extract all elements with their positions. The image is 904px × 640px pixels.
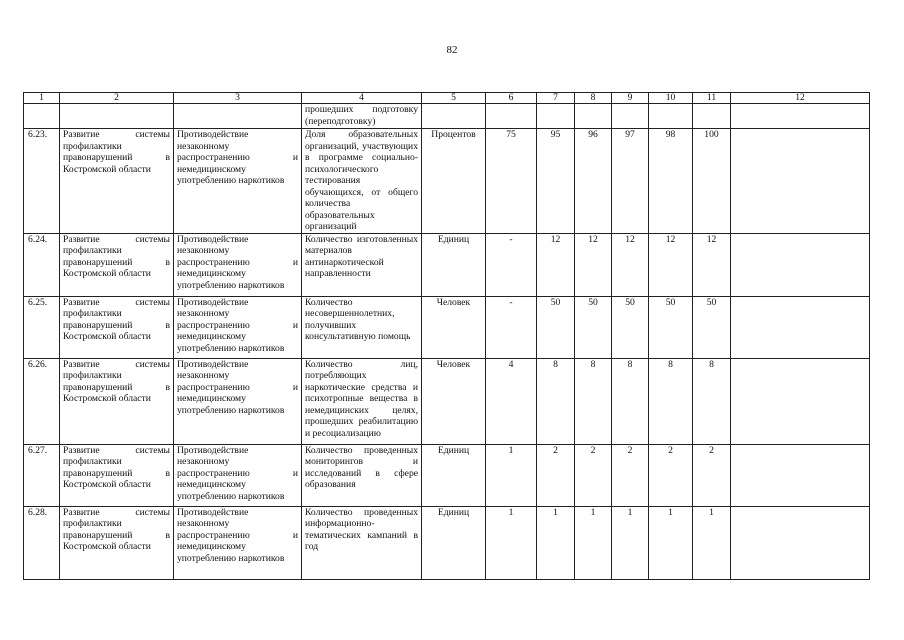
header-cell: 5 xyxy=(422,93,486,104)
continuation-row xyxy=(24,104,870,129)
table-cell xyxy=(537,104,575,129)
value-cell: 2 xyxy=(649,444,693,506)
indicator-cell: Количество лиц, потребляющих наркотические средства и психотропные вещества в немедицинских целях, прошедших реабилитацию и ресоциализацию xyxy=(302,358,422,444)
header-row xyxy=(24,93,870,104)
table-row xyxy=(24,506,870,579)
header-cell: 4 xyxy=(302,93,422,104)
unit-cell: Процентов xyxy=(422,129,486,234)
value-cell xyxy=(731,233,870,296)
header-cell: 6 xyxy=(486,93,537,104)
table-row xyxy=(24,233,870,296)
indicator-cell: Количество проведенных информационно-тематических кампаний в год xyxy=(302,506,422,579)
row-number-cell: 6.23. xyxy=(24,129,60,234)
value-cell: 12 xyxy=(649,233,693,296)
value-cell: 8 xyxy=(537,358,575,444)
subprogram-cell: Противодействие незаконному распространению и немедицинскому употреблению наркотиков xyxy=(174,296,302,358)
unit-cell: Единиц xyxy=(422,506,486,579)
value-cell xyxy=(731,129,870,234)
table-cell xyxy=(24,104,60,129)
indicator-cell: Количество изготовленных материалов антинаркотической направленности xyxy=(302,233,422,296)
unit-cell: Единиц xyxy=(422,444,486,506)
value-cell: 8 xyxy=(693,358,731,444)
row-number-cell: 6.28. xyxy=(24,506,60,579)
value-cell: 1 xyxy=(649,506,693,579)
table-cell xyxy=(174,104,302,129)
value-cell: 50 xyxy=(649,296,693,358)
header-cell: 10 xyxy=(649,93,693,104)
value-cell: 12 xyxy=(693,233,731,296)
table-cell xyxy=(612,104,649,129)
value-cell: 75 xyxy=(486,129,537,234)
indicator-cell: Количество проведенных мониторингов и исследований в сфере образования xyxy=(302,444,422,506)
header-cell: 8 xyxy=(575,93,612,104)
program-cell: Развитие системы профилактики правонарушений в Костромской области xyxy=(60,358,174,444)
table-row xyxy=(24,444,870,506)
table-cell xyxy=(693,104,731,129)
table-cell xyxy=(575,104,612,129)
program-cell: Развитие системы профилактики правонарушений в Костромской области xyxy=(60,506,174,579)
row-number-cell: 6.26. xyxy=(24,358,60,444)
row-number-cell: 6.25. xyxy=(24,296,60,358)
value-cell: 8 xyxy=(612,358,649,444)
row-number-cell: 6.24. xyxy=(24,233,60,296)
page-number: 82 xyxy=(446,44,458,56)
unit-cell: Человек xyxy=(422,358,486,444)
value-cell: 100 xyxy=(693,129,731,234)
subprogram-cell: Противодействие незаконному распространению и немедицинскому употреблению наркотиков xyxy=(174,233,302,296)
value-cell: 1 xyxy=(693,506,731,579)
indicator-cell: Доля образовательных организаций, участвующих в программе социально-психологического тестирования обучающихся, от общего количества образовательных организаций xyxy=(302,129,422,234)
value-cell: 12 xyxy=(537,233,575,296)
table-cell xyxy=(649,104,693,129)
value-cell: 98 xyxy=(649,129,693,234)
header-cell: 11 xyxy=(693,93,731,104)
value-cell: 1 xyxy=(486,506,537,579)
value-cell: 50 xyxy=(693,296,731,358)
value-cell: 1 xyxy=(575,506,612,579)
value-cell xyxy=(731,296,870,358)
value-cell xyxy=(731,506,870,579)
value-cell: 4 xyxy=(486,358,537,444)
value-cell: - xyxy=(486,233,537,296)
subprogram-cell: Противодействие незаконному распространению и немедицинскому употреблению наркотиков xyxy=(174,444,302,506)
table-cell xyxy=(422,104,486,129)
program-cell: Развитие системы профилактики правонарушений в Костромской области xyxy=(60,233,174,296)
table-cell xyxy=(486,104,537,129)
indicators-table xyxy=(23,92,870,580)
value-cell: 8 xyxy=(649,358,693,444)
value-cell: 8 xyxy=(575,358,612,444)
value-cell: 96 xyxy=(575,129,612,234)
header-cell: 3 xyxy=(174,93,302,104)
value-cell: 1 xyxy=(612,506,649,579)
header-cell: 1 xyxy=(24,93,60,104)
value-cell: 50 xyxy=(612,296,649,358)
program-cell: Развитие системы профилактики правонарушений в Костромской области xyxy=(60,296,174,358)
program-cell: Развитие системы профилактики правонарушений в Костромской области xyxy=(60,444,174,506)
value-cell: 2 xyxy=(537,444,575,506)
table-row xyxy=(24,358,870,444)
table-row xyxy=(24,296,870,358)
value-cell: 1 xyxy=(486,444,537,506)
value-cell: - xyxy=(486,296,537,358)
value-cell: 97 xyxy=(612,129,649,234)
header-cell: 2 xyxy=(60,93,174,104)
unit-cell: Человек xyxy=(422,296,486,358)
header-cell: 12 xyxy=(731,93,870,104)
table-row xyxy=(24,129,870,234)
value-cell xyxy=(731,444,870,506)
table-cell xyxy=(731,104,870,129)
value-cell: 2 xyxy=(575,444,612,506)
value-cell: 12 xyxy=(612,233,649,296)
value-cell: 50 xyxy=(537,296,575,358)
unit-cell: Единиц xyxy=(422,233,486,296)
value-cell: 2 xyxy=(612,444,649,506)
subprogram-cell: Противодействие незаконному распространению и немедицинскому употреблению наркотиков xyxy=(174,358,302,444)
value-cell: 50 xyxy=(575,296,612,358)
indicator-cell: прошедших подготовку (переподготовку) xyxy=(302,104,422,129)
table-cell xyxy=(60,104,174,129)
value-cell: 12 xyxy=(575,233,612,296)
value-cell: 95 xyxy=(537,129,575,234)
header-cell: 9 xyxy=(612,93,649,104)
value-cell: 2 xyxy=(693,444,731,506)
subprogram-cell: Противодействие незаконному распространению и немедицинскому употреблению наркотиков xyxy=(174,506,302,579)
indicator-cell: Количество несовершеннолетних, получивших консультативную помощь xyxy=(302,296,422,358)
program-cell: Развитие системы профилактики правонарушений в Костромской области xyxy=(60,129,174,234)
header-cell: 7 xyxy=(537,93,575,104)
row-number-cell: 6.27. xyxy=(24,444,60,506)
value-cell: 1 xyxy=(537,506,575,579)
value-cell xyxy=(731,358,870,444)
subprogram-cell: Противодействие незаконному распространению и немедицинскому употреблению наркотиков xyxy=(174,129,302,234)
